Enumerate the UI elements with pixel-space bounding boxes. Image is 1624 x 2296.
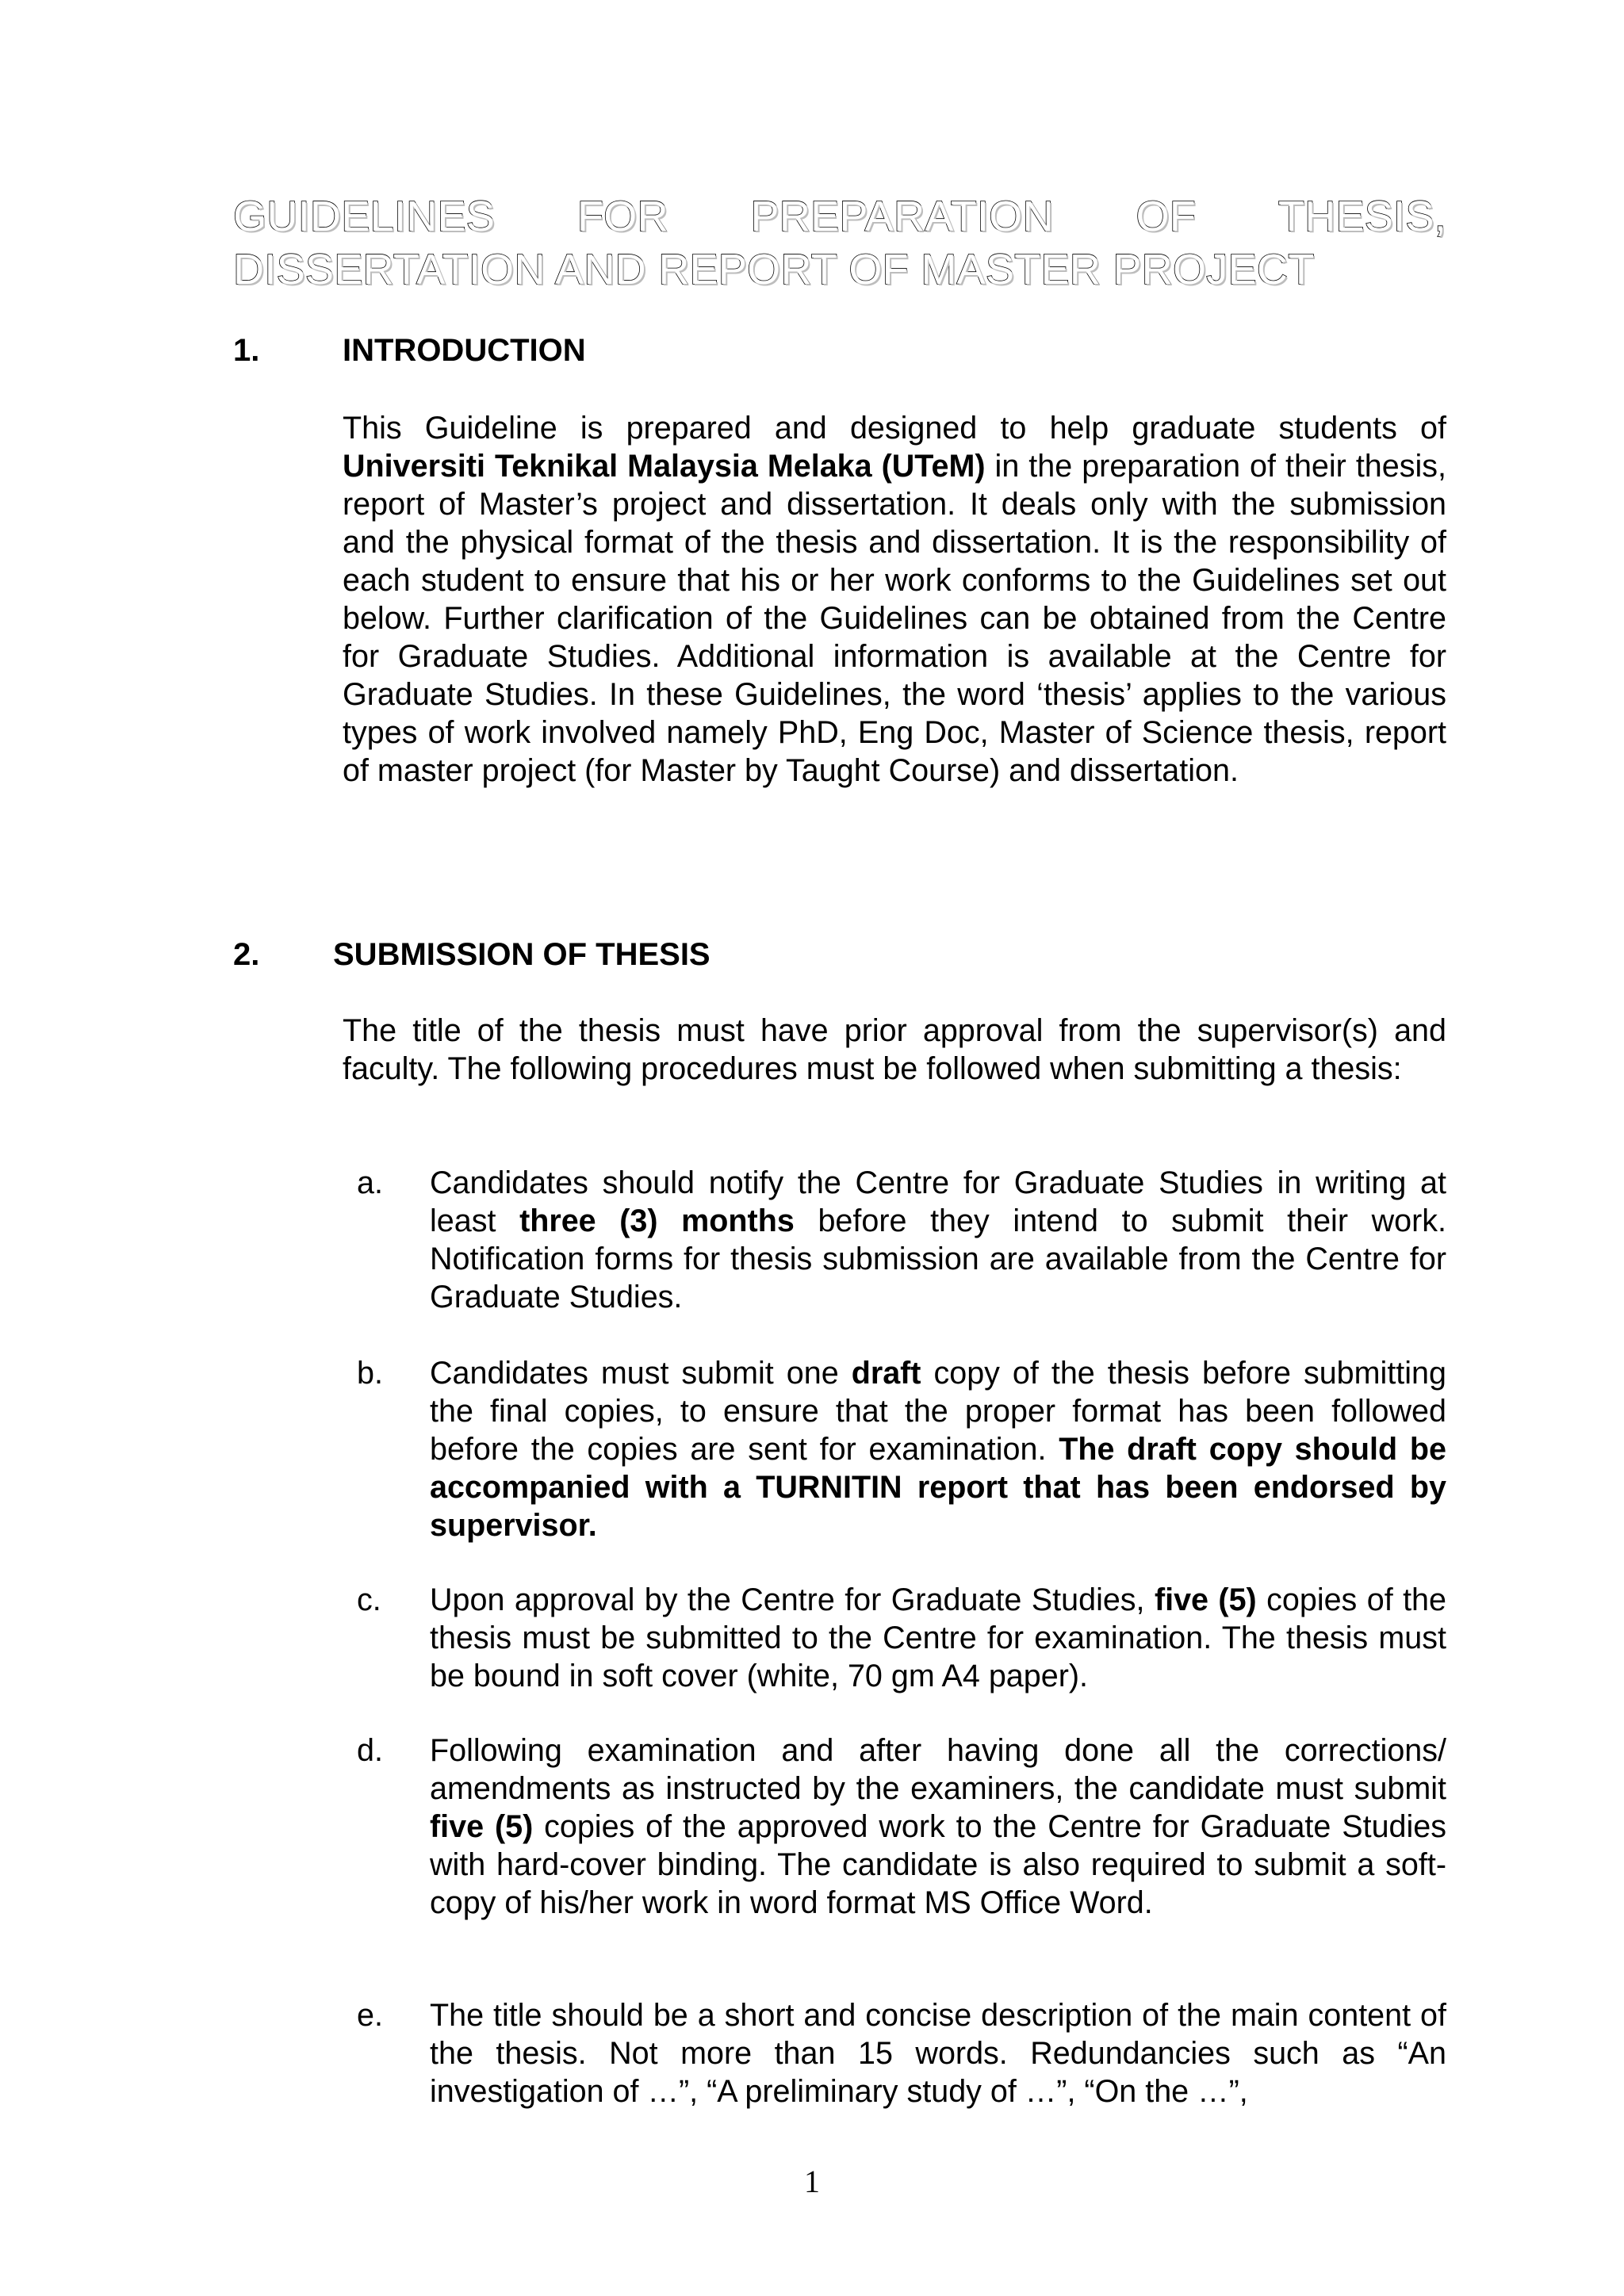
section-1-number: 1. [233,333,260,368]
list-text-bold: five (5) [430,1809,534,1844]
list-text-part: copy of the thesis before submitting the final copies, to ensure that the proper format has been followed before the copies are sent for examination. [430,1356,1446,1467]
list-marker: d. [357,1733,383,1768]
list-marker: e. [357,1998,383,2033]
list-text-part: copies of the approved work to the Centre for Graduate Studies with hard-cover binding. The candidate is also required to submit a soft-copy of his/her work in word format MS Office Word. [430,1809,1446,1920]
list-item-text [430,1354,1446,1544]
list-text-part: copies of the thesis must be submitted to the Centre for examination. The thesis must be bound in soft cover (white, 70 gm A4 paper). [430,1582,1446,1693]
title-word: FOR [576,193,668,240]
list-text-bold: three (3) months [519,1203,795,1238]
submission-intro-paragraph: The title of the thesis must have prior approval from the supervisor(s) and faculty. The following procedures must be followed when submitting a thesis: [343,1013,1446,1086]
list-text-part: Candidates should notify the Centre for Graduate Studies in writing at least [430,1165,1446,1238]
title-word: GUIDELINES [233,193,496,240]
list-text-part: Upon approval by the Centre for Graduate Studies, [430,1582,1155,1617]
list-item-text [430,1164,1446,1316]
list-text-part: Candidates must submit one [430,1356,852,1391]
section-2-title: SUBMISSION OF THESIS [333,937,710,972]
page-number: 1 [804,2164,820,2199]
title-line-2: DISSERTATION AND REPORT OF MASTER PROJECT [233,246,1315,293]
university-name: Universiti Teknikal Malaysia Melaka (UTeM) [343,449,986,484]
section-2-number: 2. [233,937,260,972]
list-item-text [430,1581,1446,1695]
list-text-bold: The draft copy should be accompanied with a TURNITIN report that has been endorsed by supervisor. [430,1432,1446,1543]
section-1-title: INTRODUCTION [343,333,586,368]
list-text-part: before they intend to submit their work. Notification forms for thesis submission are available from the Centre for Graduate Studies. [430,1203,1446,1314]
intro-text-continued: in the preparation of their thesis, report of Master’s project and dissertation. It deals only with the submission and the physical format of the thesis and dissertation. It is the responsibility of each student to ensure that his or her work conforms to the Guidelines set out below. Further clarification of the Guidelines can be obtained from the Centre for Graduate Studies. Additional information is available at the Centre for Graduate Studies. In these Guidelines, the word ‘thesis’ applies to the various types of work involved namely PhD, Eng Doc, Master of Science thesis, report of master project (for Master by Taught Course) and dissertation. [343,449,1446,788]
title-word: PREPARATION [750,193,1054,240]
title-word: THESIS, [1277,193,1446,240]
introduction-paragraph [343,409,1446,790]
list-item-text: The title should be a short and concise description of the main content of the thesis. Not more than 15 words. Redundancies such as “An investigation of …”, “A preliminary study of …”, “On the …”, [430,1998,1446,2109]
title-line-1 [233,190,1446,243]
list-text-bold: five (5) [1154,1582,1257,1617]
list-marker: b. [357,1356,383,1391]
title-word: OF [1136,193,1197,240]
list-marker: a. [357,1165,383,1200]
list-item-text [430,1732,1446,1922]
list-text-part: Following examination and after having done all the corrections/ amendments as instructed by the examiners, the candidate must submit [430,1733,1446,1806]
list-text-bold: draft [851,1356,921,1391]
list-marker: c. [357,1582,381,1617]
intro-text: This Guideline is prepared and designed to help graduate students of [343,411,1446,446]
document-title [233,190,1446,297]
